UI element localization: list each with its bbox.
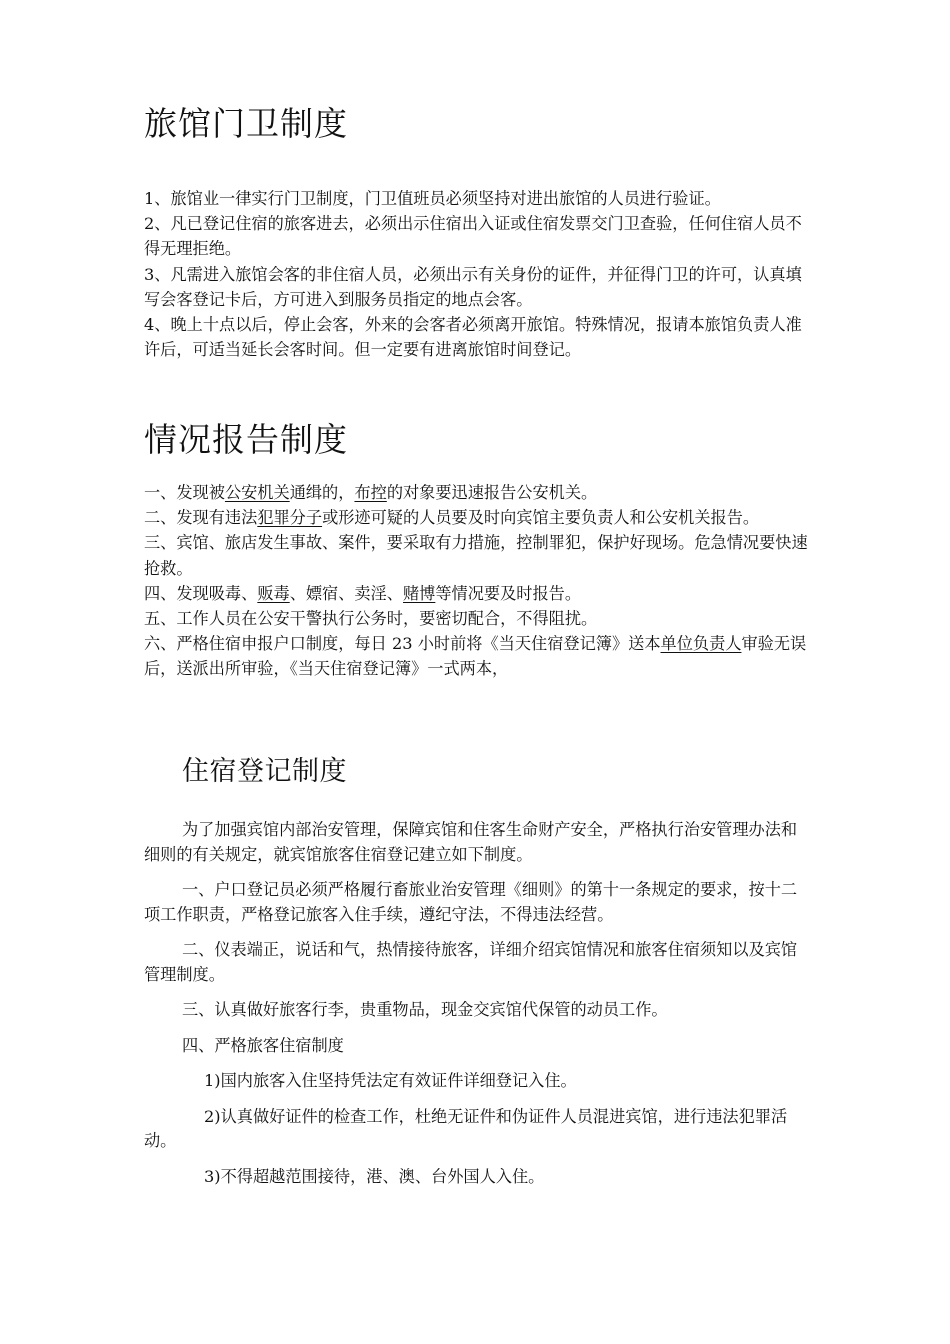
underlined-term: 布控 [354, 483, 387, 502]
underlined-term: 贩毒 [257, 583, 290, 603]
intro-paragraph: 为了加强宾馆内部治安管理，保障宾馆和住客生命财产安全，严格执行治安管理办法和细则的有关规定，就宾馆旅客住宿登记建立如下制度。 [144, 820, 798, 864]
section-title-gate-guard: 旅馆门卫制度 [144, 104, 348, 143]
rule-item: 三、宾馆、旅店发生事故、案件，要采取有力措施，控制罪犯，保护好现场。危急情况要快速抢救。 [144, 533, 808, 578]
underlined-term: 单位负责人 [660, 634, 742, 654]
sub-rule-item: 1)国内旅客入住坚持凭法定有效证件详细登记入住。 [204, 1071, 577, 1090]
section-report [144, 480, 810, 682]
rule-item: 1、旅馆业一律实行门卫制度，门卫值班员必须坚持对进出旅馆的人员进行验证。 [144, 189, 721, 208]
rule-item: 四、发现吸毒、贩毒、嫖宿、卖淫、赌博等情况要及时报告。 [144, 583, 582, 603]
rule-item: 一、发现被公安机关通缉的，布控的对象要迅速报告公安机关。 [144, 483, 598, 502]
rule-item: 一、户口登记员必须严格履行畜旅业治安管理《细则》的第十一条规定的要求，按十二项工作职责，严格登记旅客入住手续，遵纪守法，不得违法经营。 [144, 880, 798, 924]
rule-item: 2、凡已登记住宿的旅客进去，必须出示住宿出入证或住宿发票交门卫查验，任何住宿人员不得无理拒绝。 [144, 214, 802, 259]
rule-item: 二、仪表端正，说话和气，热情接待旅客，详细介绍宾馆情况和旅客住宿须知以及宾馆管理制度。 [144, 940, 798, 984]
underlined-term: 公安机关 [224, 483, 290, 502]
section-gate-guard [144, 186, 810, 362]
section-title-registration: 住宿登记制度 [182, 756, 347, 787]
rule-item: 3、凡需进入旅馆会客的非住宿人员，必须出示有关身份的证件，并征得门卫的许可，认真填写会客登记卡后，方可进入到服务员指定的地点会客。 [144, 264, 802, 309]
rule-item: 二、发现有违法犯罪分子或形迹可疑的人员要及时向宾馆主要负责人和公安机关报告。 [144, 508, 760, 528]
rule-item: 三、认真做好旅客行李，贵重物品，现金交宾馆代保管的动员工作。 [182, 1000, 668, 1019]
rule-item: 六、严格住宿申报户口制度，每日 23 小时前将《当天住宿登记簿》送本单位负责人审验无误后，送派出所审验，《当天住宿登记簿》一式两本， [144, 634, 807, 679]
rule-item: 四、严格旅客住宿制度 [182, 1035, 344, 1055]
underlined-term: 赌博 [403, 583, 436, 603]
underlined-term: 犯罪分子 [257, 508, 323, 528]
rule-item: 五、工作人员在公安干警执行公务时，要密切配合，不得阻扰。 [144, 609, 598, 629]
rule-item: 4、晚上十点以后，停止会客，外来的会客者必须离开旅馆。特殊情况，报请本旅馆负责人准许后，可适当延长会客时间。但一定要有进离旅馆时间登记。 [144, 315, 802, 360]
section-title-report: 情况报告制度 [144, 420, 348, 459]
section-registration [144, 818, 810, 1189]
sub-rule-item: 2)认真做好证件的检查工作，杜绝无证件和伪证件人员混进宾馆，进行违法犯罪活动。 [144, 1106, 788, 1150]
sub-rule-item: 3)不得超越范围接待，港、澳、台外国人入住。 [204, 1166, 545, 1186]
